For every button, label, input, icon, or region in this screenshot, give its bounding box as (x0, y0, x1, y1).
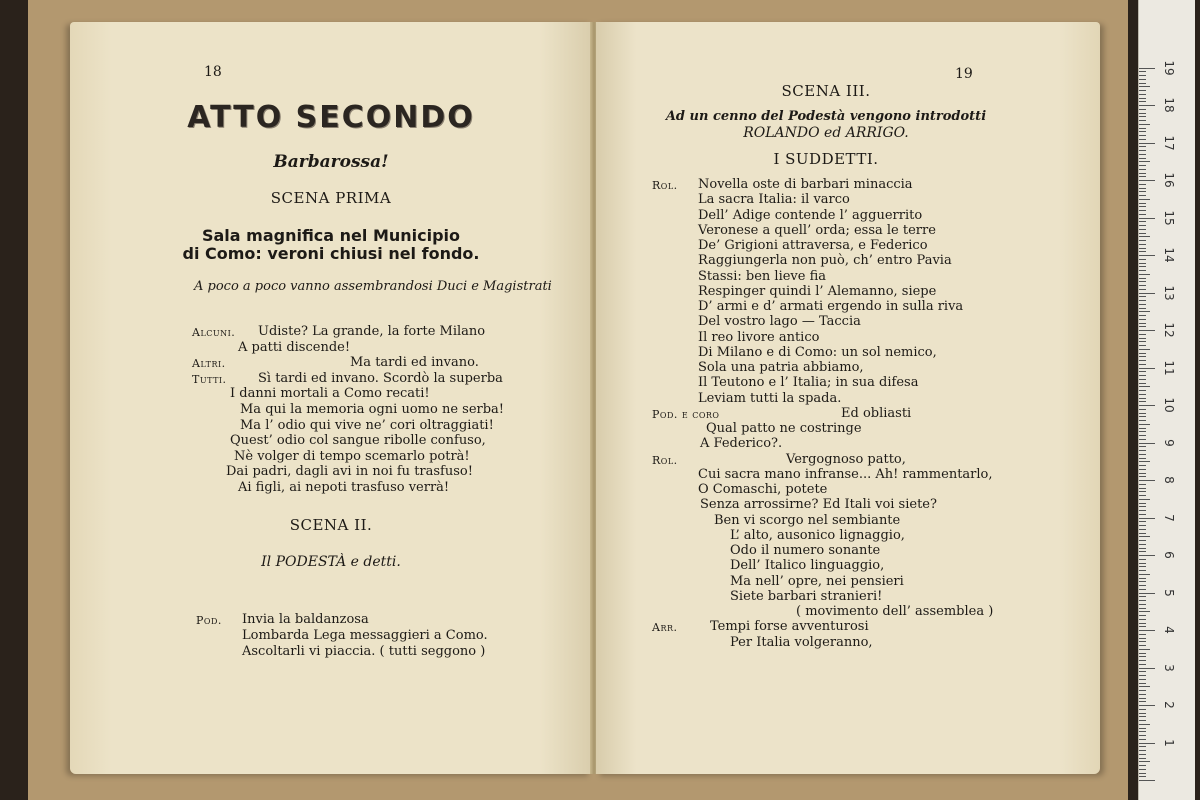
ruler-number: 3 (1162, 663, 1176, 672)
dialogue-line: O Comaschi, potete (698, 482, 828, 497)
ruler-tick (1139, 349, 1150, 350)
ruler-tick (1139, 368, 1155, 369)
ruler-tick (1139, 724, 1150, 725)
ruler-number: 10 (1162, 397, 1176, 413)
ruler-tick (1139, 533, 1146, 534)
ruler-number: 16 (1162, 172, 1176, 188)
ruler-tick (1139, 469, 1146, 470)
ruler-tick (1139, 439, 1146, 440)
ruler-tick (1139, 686, 1150, 687)
speaker-label: Rol. (652, 179, 678, 192)
ruler-tick (1139, 390, 1146, 391)
ruler-tick (1139, 98, 1146, 99)
ruler-tick (1139, 240, 1146, 241)
dialogue-line: Dai padri, dagli avi in noi fu trasfuso! (226, 464, 473, 480)
ruler-tick (1139, 413, 1146, 414)
ruler-tick (1139, 529, 1146, 530)
ruler-tick (1139, 716, 1146, 717)
scene-one-title: SCENA PRIMA (270, 189, 392, 207)
ruler-tick (1139, 195, 1146, 196)
ruler-tick (1139, 780, 1155, 781)
ruler-tick (1139, 409, 1146, 410)
ruler-tick (1139, 371, 1146, 372)
ruler-tick (1139, 431, 1146, 432)
dialogue-line: De’ Grigioni attraversa, e Federico (698, 238, 928, 253)
ruler-tick (1139, 615, 1146, 616)
ruler-tick (1139, 131, 1146, 132)
ruler-tick (1139, 319, 1146, 320)
dialogue-line: Ma l’ odio qui vive ne’ cori oltraggiati! (240, 417, 494, 433)
ruler-tick (1139, 611, 1150, 612)
ruler-tick (1139, 461, 1150, 462)
dialogue-line: Dell’ Italico linguaggio, (730, 558, 885, 574)
scene-three-direction-line-2: ROLANDO ed ARRIGO. (743, 125, 909, 141)
ruler-number: 2 (1162, 701, 1176, 709)
ruler-tick (1139, 589, 1146, 590)
stage-direction: A poco a poco vanno assembrandosi Duci e Magistrati (194, 279, 552, 294)
ruler-tick (1139, 458, 1146, 459)
dialogue-line: Ma qui la memoria ogni uomo ne serba! (240, 402, 505, 417)
ruler-tick (1139, 345, 1146, 346)
ruler-tick (1139, 94, 1146, 95)
ruler-tick (1139, 158, 1146, 159)
dialogue-line: Ai figli, ai nepoti trasfuso verrà! (238, 480, 450, 495)
dialogue-line: Dell’ Adige contende l’ agguerrito (698, 207, 923, 223)
ruler-tick (1139, 754, 1146, 755)
page-number-left: 18 (204, 64, 222, 80)
ruler-tick (1139, 146, 1146, 147)
scene-three-direction-line-1: Ad un cenno del Podestà vengono introdotti (665, 109, 987, 124)
ruler-tick (1139, 315, 1146, 316)
ruler-tick (1139, 75, 1146, 76)
ruler-tick (1139, 184, 1146, 185)
speaker-label: Pod. (196, 614, 222, 627)
ruler-tick (1139, 150, 1146, 151)
dialogue-line: Senza arrossirne? Ed Itali voi siete? (700, 497, 937, 513)
ruler-tick (1139, 514, 1146, 515)
ruler-tick (1139, 120, 1146, 121)
ruler-tick (1139, 71, 1146, 72)
ruler-tick (1139, 341, 1146, 342)
dialogue-line: D’ armi e d’ armati ergendo in sulla riva (698, 299, 964, 314)
dialogue-line: Odo il numero sonante (730, 543, 881, 558)
ruler-tick (1139, 214, 1146, 215)
ruler-tick (1139, 649, 1150, 650)
ruler-tick (1139, 218, 1155, 219)
ruler-tick (1139, 188, 1146, 189)
ruler-tick (1139, 420, 1146, 421)
ruler-tick (1139, 128, 1146, 129)
ruler-number: 12 (1162, 322, 1176, 338)
ruler-tick (1139, 323, 1146, 324)
ruler-tick (1139, 86, 1150, 87)
page-number-right: 19 (955, 66, 973, 82)
ruler-tick (1139, 173, 1146, 174)
ruler-tick (1139, 641, 1146, 642)
dialogue-line: Sì tardi ed invano. Scordò la superba (258, 370, 503, 386)
ruler-tick (1139, 360, 1146, 361)
ruler-tick (1139, 293, 1155, 294)
ruler-tick (1139, 386, 1150, 387)
ruler-tick (1139, 518, 1155, 519)
dialogue-line: Per Italia volgeranno, (730, 634, 873, 650)
ruler-tick (1139, 450, 1146, 451)
dialogue-line: ( movimento dell’ assemblea ) (796, 604, 994, 619)
dialogue-line: Lombarda Lega messaggieri a Como. (242, 627, 488, 643)
ruler-tick (1139, 135, 1146, 136)
ruler-tick (1139, 289, 1146, 290)
ruler-tick (1139, 731, 1146, 732)
dialogue-line: Udiste? La grande, la forte Milano (258, 324, 486, 339)
ruler-tick (1139, 364, 1146, 365)
ruler-tick (1139, 225, 1146, 226)
dialogue-line: Quest’ odio col sangue ribolle confuso, (230, 433, 486, 449)
dialogue-line: Ma tardi ed invano. (350, 355, 479, 371)
ruler-tick (1139, 690, 1146, 691)
ruler-tick (1139, 551, 1146, 552)
ruler-tick (1139, 330, 1155, 331)
ruler-tick (1139, 248, 1146, 249)
ruler-number: 14 (1162, 247, 1176, 263)
ruler-tick (1139, 203, 1146, 204)
ruler-tick (1139, 270, 1146, 271)
ruler-number: 6 (1162, 551, 1176, 559)
ruler-tick (1139, 510, 1146, 511)
speaker-label: Altri. (192, 357, 226, 371)
ruler-tick (1139, 259, 1146, 260)
ruler-tick (1139, 739, 1146, 740)
ruler-tick (1139, 191, 1146, 192)
ruler-tick (1139, 544, 1146, 545)
ruler-tick (1139, 638, 1146, 639)
dialogue-line: Del vostro lago — Taccia (698, 314, 861, 330)
ruler-tick (1139, 698, 1146, 699)
ruler-tick (1139, 574, 1150, 575)
dialogue-line: A patti discende! (238, 339, 351, 355)
ruler-tick (1139, 326, 1146, 327)
ruler-tick (1139, 750, 1146, 751)
ruler-tick (1139, 484, 1146, 485)
ruler-tick (1139, 300, 1146, 301)
ruler-tick (1139, 653, 1146, 654)
ruler-tick (1139, 585, 1146, 586)
ruler-number: 15 (1162, 209, 1176, 226)
ruler-tick (1139, 578, 1146, 579)
ruler-tick (1139, 334, 1146, 335)
ruler-tick (1139, 278, 1146, 279)
ruler-tick (1139, 488, 1146, 489)
dialogue-line: Il reo livore antico (698, 329, 820, 345)
ruler-tick (1139, 394, 1146, 395)
ruler-tick (1139, 503, 1146, 504)
ruler-tick (1139, 109, 1146, 110)
ruler-number: 11 (1162, 359, 1176, 376)
ruler-tick (1139, 743, 1155, 744)
ruler-tick (1139, 90, 1146, 91)
ruler-tick (1139, 559, 1146, 560)
ruler-number: 19 (1162, 59, 1176, 76)
dialogue-line: Leviam tutti la spada. (698, 390, 842, 406)
ruler-tick (1139, 593, 1155, 594)
measurement-ruler (1138, 0, 1195, 800)
ruler-tick (1139, 356, 1146, 357)
ruler-tick (1139, 154, 1146, 155)
ruler-tick (1139, 765, 1146, 766)
ruler-tick (1139, 563, 1146, 564)
ruler-tick (1139, 495, 1146, 496)
ruler-tick (1139, 555, 1155, 556)
dialogue-line: Stassi: ben lieve fia (698, 268, 827, 284)
ruler-tick (1139, 473, 1146, 474)
ruler-tick (1139, 626, 1146, 627)
ruler-tick (1139, 713, 1146, 714)
act-title: ATTO SECONDO (187, 100, 475, 135)
ruler-tick (1139, 521, 1146, 522)
ruler-tick (1139, 499, 1150, 500)
dialogue-line: Respinger quindi l’ Alemanno, siepe (698, 283, 937, 299)
ruler-tick (1139, 375, 1146, 376)
speaker-label: Tutti. (192, 372, 227, 386)
dialogue-line: Qual patto ne costringe (706, 421, 862, 436)
speaker-label: Pod. e coro (652, 407, 720, 421)
ruler-tick (1139, 296, 1146, 297)
ruler-tick (1139, 671, 1146, 672)
ruler-tick (1139, 169, 1146, 170)
dialogue-line: Il Teutono e l’ Italia; in sua difesa (698, 375, 919, 391)
ruler-tick (1139, 761, 1150, 762)
ruler-tick (1139, 735, 1146, 736)
ruler-tick (1139, 435, 1146, 436)
ruler-tick (1139, 769, 1146, 770)
ruler-tick (1139, 630, 1155, 631)
ruler-tick (1139, 206, 1146, 207)
act-subtitle: Barbarossa! (273, 152, 389, 172)
ruler-tick (1139, 113, 1146, 114)
ruler-tick (1139, 308, 1146, 309)
dialogue-line: A Federico?. (700, 436, 783, 452)
ruler-number: 13 (1162, 284, 1176, 301)
dialogue-line: Cui sacra mano infranse... Ah! rammentarlo, (698, 466, 993, 482)
ruler-tick (1139, 101, 1146, 102)
ruler-tick (1139, 454, 1146, 455)
ruler-tick (1139, 536, 1150, 537)
ruler-tick (1139, 720, 1146, 721)
ruler-tick (1139, 281, 1146, 282)
ruler-tick (1139, 199, 1150, 200)
speaker-label: Alcuni. (192, 326, 236, 339)
ruler-tick (1139, 758, 1146, 759)
ruler-tick (1139, 180, 1155, 181)
ruler-tick (1139, 619, 1146, 620)
ruler-tick (1139, 221, 1146, 222)
ruler-tick (1139, 143, 1155, 144)
dialogue-line: Tempi forse avventurosi (710, 619, 869, 635)
dialogue-line: Ed obliasti (841, 405, 912, 421)
ruler-tick (1139, 255, 1155, 256)
ruler-tick (1139, 210, 1146, 211)
ruler-tick (1139, 338, 1146, 339)
ruler-tick (1139, 540, 1146, 541)
scene-one-setting-line-2: di Como: veroni chiusi nel fondo. (182, 244, 480, 263)
dialogue-line: La sacra Italia: il varco (698, 192, 850, 208)
ruler-tick (1139, 229, 1146, 230)
ruler-tick (1139, 634, 1146, 635)
ruler-tick (1139, 570, 1146, 571)
dialogue-line: Invia la baldanzosa (242, 612, 369, 627)
ruler-tick (1139, 424, 1150, 425)
ruler-tick (1139, 83, 1146, 84)
ruler-tick (1139, 604, 1146, 605)
ruler-tick (1139, 105, 1155, 106)
ruler-tick (1139, 664, 1146, 665)
ruler-tick (1139, 596, 1146, 597)
dialogue-line: L’ alto, ausonico lignaggio, (730, 527, 905, 543)
ruler-tick (1139, 379, 1146, 380)
ruler-number: 4 (1162, 626, 1176, 634)
dialogue-line: Novella oste di barbari minaccia (698, 177, 913, 192)
dialogue-line: Raggiungerla non può, ch’ entro Pavia (698, 253, 952, 269)
dialogue-line: Ben vi scorgo nel sembiante (714, 512, 901, 528)
dialogue-line: I danni mortali a Como recati! (230, 386, 430, 402)
ruler-tick (1139, 701, 1146, 702)
ruler-number: 7 (1162, 513, 1176, 522)
dialogue-line: Di Milano e di Como: un sol nemico, (698, 344, 937, 360)
speaker-label: Rol. (652, 453, 678, 467)
dialogue-line: Siete barbari stranieri! (730, 588, 883, 604)
scene-two-title: SCENA II. (289, 516, 373, 534)
scene-two-direction: Il PODESTÀ e detti. (261, 554, 401, 570)
ruler-tick (1139, 416, 1146, 417)
ruler-tick (1139, 79, 1146, 80)
ruler-tick (1139, 304, 1146, 305)
ruler-tick (1139, 405, 1155, 406)
ruler-tick (1139, 645, 1146, 646)
ruler-tick (1139, 660, 1146, 661)
ruler-tick (1139, 548, 1146, 549)
ruler-number: 9 (1162, 438, 1176, 447)
ruler-tick (1139, 443, 1155, 444)
ruler-tick (1139, 244, 1146, 245)
ruler-tick (1139, 446, 1146, 447)
dialogue-line: Sola una patria abbiamo, (698, 360, 864, 375)
ruler-tick (1139, 623, 1146, 624)
ruler-tick (1139, 165, 1146, 166)
ruler-tick (1139, 116, 1146, 117)
ruler-tick (1139, 679, 1146, 680)
ruler-tick (1139, 675, 1146, 676)
ruler-tick (1139, 353, 1146, 354)
ruler-number: 1 (1162, 738, 1176, 747)
ruler-tick (1139, 683, 1146, 684)
ruler-tick (1139, 525, 1146, 526)
ruler-tick (1139, 581, 1146, 582)
ruler-number: 8 (1162, 476, 1176, 484)
ruler-tick (1139, 728, 1146, 729)
ruler-tick (1139, 251, 1146, 252)
ruler-tick (1139, 465, 1146, 466)
ruler-tick (1139, 285, 1146, 286)
ruler-tick (1139, 263, 1146, 264)
left-page (70, 22, 592, 774)
ruler-tick (1139, 383, 1146, 384)
ruler-tick (1139, 161, 1150, 162)
dialogue-line: Ma nell’ opre, nei pensieri (730, 573, 904, 589)
dialogue-line: Veronese a quell’ orda; essa le terre (698, 222, 936, 238)
ruler-tick (1139, 266, 1146, 267)
ruler-tick (1139, 139, 1146, 140)
ruler-tick (1139, 668, 1155, 669)
ruler-tick (1139, 236, 1150, 237)
ruler-tick (1139, 428, 1146, 429)
ruler-tick (1139, 773, 1146, 774)
right-page (596, 22, 1100, 774)
ruler-number: 5 (1162, 588, 1176, 597)
scene-one-setting-line-1: Sala magnifica nel Municipio (201, 226, 461, 245)
ruler-tick (1139, 656, 1146, 657)
ruler-tick (1139, 398, 1146, 399)
ruler-tick (1139, 401, 1146, 402)
ruler-tick (1139, 746, 1146, 747)
ruler-tick (1139, 608, 1146, 609)
ruler-tick (1139, 480, 1155, 481)
ruler-tick (1139, 709, 1146, 710)
dialogue-line: Nè volger di tempo scemarlo potrà! (234, 448, 470, 464)
ruler-tick (1139, 274, 1150, 275)
dialogue-line: Vergognoso patto, (786, 451, 906, 467)
ruler-tick (1139, 776, 1146, 777)
ruler-tick (1139, 506, 1146, 507)
speaker-label: Arr. (652, 621, 678, 635)
group-heading: I SUDDETTI. (773, 150, 879, 168)
ruler-tick (1139, 68, 1155, 69)
ruler-tick (1139, 124, 1150, 125)
ruler-tick (1139, 566, 1146, 567)
ruler-number: 18 (1162, 97, 1176, 113)
ruler-tick (1139, 311, 1150, 312)
ruler-tick (1139, 176, 1146, 177)
ruler-tick (1139, 694, 1146, 695)
scene-three-title: SCENA III. (781, 82, 871, 100)
ruler-tick (1139, 233, 1146, 234)
ruler-tick (1139, 476, 1146, 477)
ruler-tick (1139, 491, 1146, 492)
ruler-number: 17 (1162, 134, 1176, 151)
ruler-tick (1139, 705, 1155, 706)
dialogue-line: Ascoltarli vi piaccia. ( tutti seggono ) (242, 643, 486, 659)
ruler-tick (1139, 600, 1146, 601)
